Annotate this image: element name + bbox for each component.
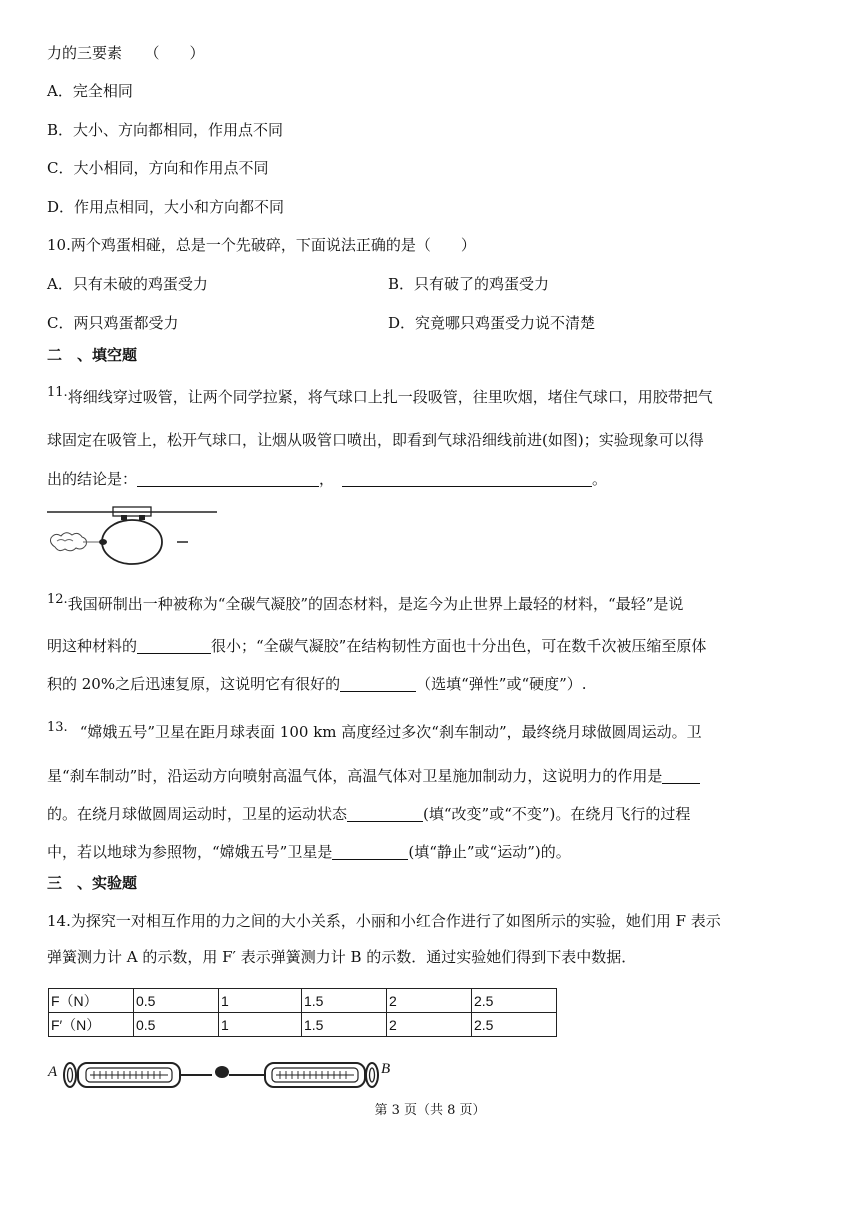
q10-option-c: C．两只鸡蛋都受力	[47, 314, 179, 332]
q13-line2	[47, 766, 700, 786]
table-cell: 1.5	[302, 989, 387, 1013]
q12-text1: 我国研制出一种被称为“全碳气凝胶”的固态材料，是迄今为止世界上最轻的材料，“最轻”是说	[67, 595, 684, 613]
q13-line3-b: (填“改变”或“不变”)。在绕月飞行的过程	[423, 805, 691, 823]
q11-line3-b: ，	[319, 470, 335, 488]
spring-scales-figure	[60, 1058, 382, 1092]
q9-option-c: C．大小相同，方向和作用点不同	[47, 159, 269, 177]
page-footer: 第 3 页（共 8 页）	[374, 1103, 486, 1118]
q13-number: 13.	[47, 720, 68, 735]
answer-blank[interactable]	[137, 470, 319, 487]
q14-line2: 弹簧测力计 A 的示数，用 F′ 表示弹簧测力计 B 的示数．通过实验她们得到下表中数据．	[47, 948, 637, 966]
table-cell: F（N）	[49, 989, 134, 1013]
answer-blank[interactable]	[347, 805, 423, 822]
q14-line1: 14.为探究一对相互作用的力之间的大小关系，小丽和小红合作进行了如图所示的实验，她们用 F 表示	[47, 912, 721, 930]
table-cell: F′（N）	[49, 1013, 134, 1037]
table-row	[49, 1013, 557, 1037]
q9-stem-tail: 力的三要素 （ ）	[47, 44, 205, 62]
q11-line3-a: 出的结论是：	[47, 470, 138, 488]
q10-stem: 10.两个鸡蛋相碰，总是一个先破碎，下面说法正确的是（ ）	[47, 236, 476, 254]
q13-line3	[47, 804, 690, 824]
table-cell: 1.5	[302, 1013, 387, 1037]
q13-text1: “嫦娥五号”卫星在距月球表面 100 km 高度经过多次“刹车制动”，最终绕月球做圆周运动。卫	[79, 723, 702, 741]
q11-line3-c: 。	[592, 470, 608, 488]
q12-line3-b: （选填“弹性”或“硬度”）.	[416, 675, 587, 693]
table-cell: 0.5	[134, 989, 219, 1013]
q11-number: 11.	[47, 385, 68, 400]
q10-option-b: B．只有破了的鸡蛋受力	[388, 275, 550, 293]
label-b: B	[381, 1061, 391, 1077]
answer-blank[interactable]	[332, 843, 408, 860]
table-row	[49, 989, 557, 1013]
q10-option-d: D．究竟哪只鸡蛋受力说不清楚	[388, 314, 596, 332]
q13-line2-a: 星“刹车制动”时，沿运动方向喷射高温气体，高温气体对卫星施加制动力，这说明力的作用是	[47, 767, 663, 785]
table-cell: 2	[387, 1013, 472, 1037]
q9-option-a: A．完全相同	[47, 82, 133, 100]
q11-text1: 将细线穿过吸管，让两个同学拉紧，将气球口上扎一段吸管，往里吹烟，堵住气球口，用胶带把气	[67, 388, 713, 406]
answer-blank[interactable]	[342, 470, 592, 487]
q12-line2	[47, 636, 706, 656]
q12-line3	[47, 674, 587, 694]
table-cell: 2.5	[472, 989, 557, 1013]
q9-option-d: D．作用点相同，大小和方向都不同	[47, 198, 285, 216]
answer-blank[interactable]	[137, 637, 211, 654]
table-cell: 2	[387, 989, 472, 1013]
q13-line3-a: 的。在绕月球做圆周运动时，卫星的运动状态	[47, 805, 348, 823]
q10-option-a: A．只有未破的鸡蛋受力	[47, 275, 208, 293]
label-a: A	[48, 1064, 58, 1080]
q12-line1	[47, 594, 683, 614]
q13-line1	[47, 722, 702, 742]
table-cell: 1	[219, 989, 302, 1013]
q13-line4-a: 中，若以地球为参照物，“嫦娥五号”卫星是	[47, 843, 333, 861]
q11-line1	[47, 387, 713, 407]
balloon-figure	[45, 505, 225, 575]
data-table	[48, 988, 557, 1037]
q13-line4	[47, 842, 571, 862]
q11-line2: 球固定在吸管上，松开气球口，让烟从吸管口喷出，即看到气球沿细线前进(如图)；实验现象可以得	[47, 431, 704, 449]
q9-option-b: B．大小、方向都相同，作用点不同	[47, 121, 284, 139]
q12-line3-a: 积的 20%之后迅速复原，这说明它有很好的	[47, 675, 341, 693]
q12-line2-a: 明这种材料的	[47, 637, 138, 655]
q11-line3	[47, 469, 607, 489]
answer-blank[interactable]	[662, 767, 700, 784]
section-heading-experiment: 三 、实验题	[47, 874, 138, 892]
table-cell: 0.5	[134, 1013, 219, 1037]
table-cell: 2.5	[472, 1013, 557, 1037]
section-heading-fill-in: 二 、填空题	[47, 346, 138, 364]
q13-line4-b: (填“静止”或“运动”)的。	[408, 843, 571, 861]
q12-line2-b: 很小；“全碳气凝胶”在结构韧性方面也十分出色，可在数千次被压缩至原体	[211, 637, 707, 655]
q12-number: 12.	[47, 592, 68, 607]
answer-blank[interactable]	[340, 675, 416, 692]
table-cell: 1	[219, 1013, 302, 1037]
